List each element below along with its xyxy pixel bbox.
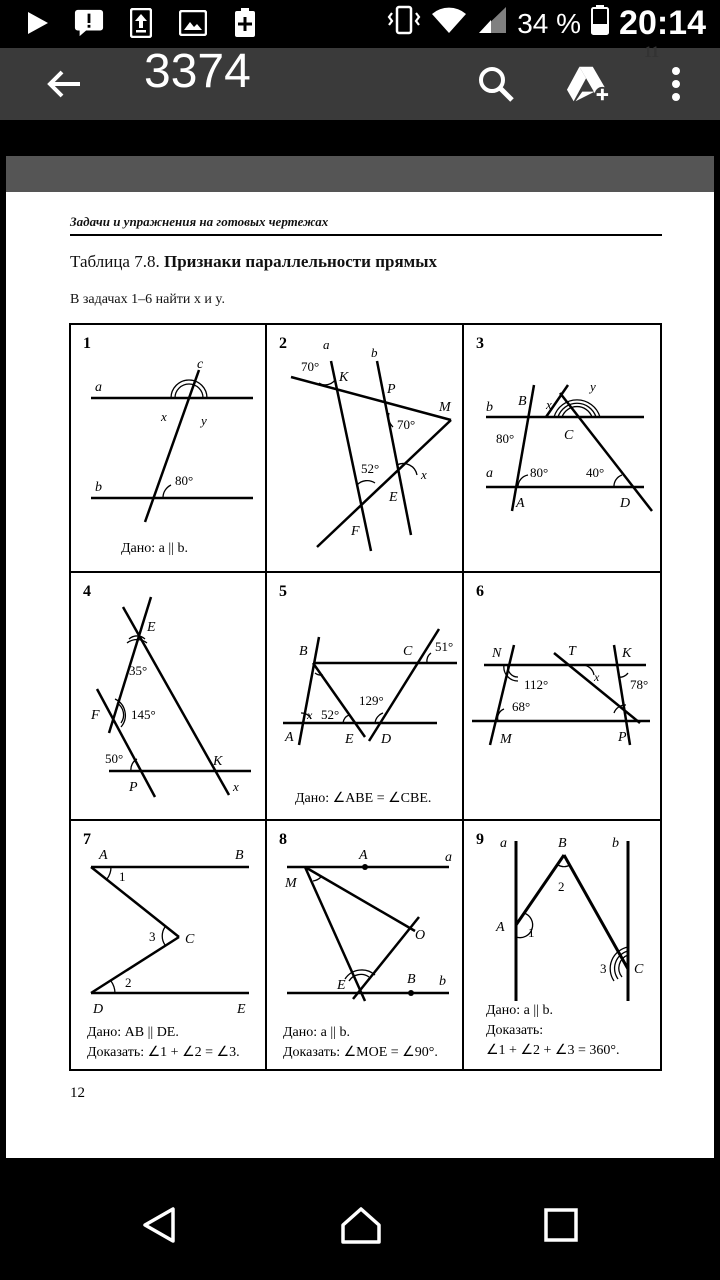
section-header: Задачи и упражнения на готовых чертежах xyxy=(70,214,329,229)
label-a: a xyxy=(95,380,102,395)
figure-3 xyxy=(464,325,664,575)
table-title xyxy=(70,252,437,272)
given-line: Доказать: xyxy=(486,1023,544,1038)
angle-68: 68° xyxy=(512,699,531,714)
label-y: y xyxy=(201,413,207,428)
previous-page-edge xyxy=(6,156,714,192)
wifi-icon xyxy=(431,6,467,41)
given-line: ∠1 + ∠2 + ∠3 = 360°. xyxy=(486,1043,620,1058)
angle-70-right: 70° xyxy=(397,417,416,432)
given-text xyxy=(486,1001,619,1061)
problem-cell-2 xyxy=(265,323,464,573)
label-M: M xyxy=(500,732,512,747)
add-to-drive-icon[interactable] xyxy=(566,62,610,106)
angle-2: 2 xyxy=(558,879,565,894)
angle-40: 40° xyxy=(586,465,605,480)
label-E: E xyxy=(389,490,398,505)
label-D: D xyxy=(93,1002,104,1017)
label-N: N xyxy=(492,646,502,661)
angle-1: 1 xyxy=(528,925,535,940)
problem-cell-8 xyxy=(265,819,464,1071)
label-x: x xyxy=(546,397,552,412)
angle-3: 3 xyxy=(600,961,607,976)
problem-number: 5 xyxy=(279,583,287,600)
problem-number: 1 xyxy=(83,335,91,352)
label-b: b xyxy=(371,345,378,360)
label-A: A xyxy=(359,848,368,863)
label-a: a xyxy=(486,466,493,481)
notification-icons xyxy=(22,8,260,38)
angle-35: 35° xyxy=(129,663,148,678)
label-x: x xyxy=(233,779,239,794)
search-icon[interactable] xyxy=(474,62,518,106)
label-a: a xyxy=(323,337,330,352)
label-c: c xyxy=(197,357,204,372)
label-b: b xyxy=(486,400,493,415)
angle-3: 3 xyxy=(149,929,156,944)
angle-1: 1 xyxy=(119,869,126,884)
label-C: C xyxy=(634,962,644,977)
back-arrow-icon[interactable] xyxy=(42,62,86,106)
problem-cell-5 xyxy=(265,571,464,821)
angle-52: 52° xyxy=(321,707,340,722)
battery-plus-icon xyxy=(230,8,260,38)
label-B: B xyxy=(558,836,567,851)
label-A: A xyxy=(99,848,108,863)
angle-2: 2 xyxy=(125,975,132,990)
play-icon xyxy=(22,8,52,38)
label-x: x xyxy=(161,409,167,424)
recents-nav-icon[interactable] xyxy=(536,1200,586,1250)
angle-52: 52° xyxy=(361,461,380,476)
label-D: D xyxy=(381,732,392,747)
image-icon xyxy=(178,8,208,38)
angle-51: 51° xyxy=(435,639,454,654)
status-bar xyxy=(0,0,720,48)
given-text xyxy=(283,1023,438,1063)
label-K: K xyxy=(622,646,632,661)
problems-table xyxy=(69,323,662,1071)
problem-cell-6 xyxy=(462,571,662,821)
label-O: O xyxy=(415,928,426,943)
problem-cell-1 xyxy=(69,323,267,573)
more-options-icon[interactable] xyxy=(654,62,698,106)
figure-6 xyxy=(464,573,664,823)
problem-number: 7 xyxy=(83,831,91,848)
given-line: Доказать: ∠MOE = ∠90°. xyxy=(283,1045,438,1060)
label-B: B xyxy=(235,848,244,863)
vibrate-icon xyxy=(387,5,421,42)
label-B: B xyxy=(407,972,416,987)
top-page-number: 11 xyxy=(644,44,660,61)
problem-cell-9 xyxy=(462,819,662,1071)
label-a: a xyxy=(500,836,507,851)
signal-icon xyxy=(477,6,507,41)
angle-50: 50° xyxy=(105,751,124,766)
label-T: T xyxy=(568,644,576,659)
label-y: y xyxy=(590,379,596,394)
angle-70-top: 70° xyxy=(301,359,320,374)
label-K: K xyxy=(213,754,223,769)
problem-number: 3 xyxy=(476,335,484,352)
angle-145: 145° xyxy=(131,707,156,722)
angle-80-left: 80° xyxy=(496,431,515,446)
clock: 20:14 xyxy=(619,4,706,42)
document-title: 3374 xyxy=(144,45,251,98)
given-line: Дано: ∠ABE = ∠CBE. xyxy=(295,791,432,806)
navigation-bar xyxy=(0,1160,720,1280)
table-title-main: Признаки параллельности прямых xyxy=(163,252,437,271)
label-A: A xyxy=(496,920,505,935)
label-K: K xyxy=(339,370,349,385)
given-line: Дано: a || b. xyxy=(121,541,188,556)
label-P: P xyxy=(618,730,627,745)
header-divider xyxy=(70,234,662,236)
problem-cell-4 xyxy=(69,571,267,821)
label-A: A xyxy=(516,496,525,511)
battery-icon xyxy=(591,5,609,42)
given-text xyxy=(295,789,431,809)
label-A: A xyxy=(285,730,294,745)
problem-cell-7 xyxy=(69,819,267,1071)
given-line: Дано: AB || DE. xyxy=(87,1025,179,1040)
label-M: M xyxy=(439,400,451,415)
given-text xyxy=(121,539,188,559)
angle-78: 78° xyxy=(630,677,649,692)
figure-2 xyxy=(267,325,466,575)
problem-number: 8 xyxy=(279,831,287,848)
label-E: E xyxy=(345,732,354,747)
given-line: Доказать: ∠1 + ∠2 = ∠3. xyxy=(87,1045,240,1060)
label-b: b xyxy=(612,836,619,851)
label-B: B xyxy=(518,394,527,409)
label-P: P xyxy=(387,382,396,397)
problem-cell-3 xyxy=(462,323,662,573)
angle-112: 112° xyxy=(524,677,549,692)
label-E: E xyxy=(147,620,156,635)
bottom-page-number: 12 xyxy=(70,1085,85,1101)
label-F: F xyxy=(91,708,100,723)
label-C: C xyxy=(403,644,413,659)
figure-5 xyxy=(267,573,466,823)
home-nav-icon[interactable] xyxy=(336,1200,386,1250)
label-b: b xyxy=(439,974,446,989)
given-text xyxy=(87,1023,240,1063)
battery-percent: 34 % xyxy=(517,7,582,39)
figure-1 xyxy=(71,325,269,575)
problem-number: 4 xyxy=(83,583,91,600)
label-B: B xyxy=(299,644,308,659)
label-b: b xyxy=(95,480,102,495)
label-E: E xyxy=(237,1002,246,1017)
instruction: В задачах 1–6 найти x и y. xyxy=(70,292,226,307)
problem-number: 6 xyxy=(476,583,484,600)
label-x: x xyxy=(307,708,313,722)
system-status xyxy=(387,4,706,43)
back-nav-icon[interactable] xyxy=(134,1200,184,1250)
label-C: C xyxy=(564,428,574,443)
label-E: E xyxy=(337,978,346,993)
label-D: D xyxy=(620,496,631,511)
label-x: x xyxy=(594,670,600,684)
label-F: F xyxy=(351,524,360,539)
label-x: x xyxy=(421,467,427,482)
figure-4 xyxy=(71,573,269,823)
label-M: M xyxy=(285,876,297,891)
label-a: a xyxy=(445,850,452,865)
table-title-prefix: Таблица 7.8. xyxy=(70,252,160,271)
label-P: P xyxy=(129,780,138,795)
alert-message-icon xyxy=(74,8,104,38)
app-bar xyxy=(0,48,720,120)
problem-number: 2 xyxy=(279,335,287,352)
upload-icon xyxy=(126,8,156,38)
given-line: Дано: a || b. xyxy=(486,1003,553,1018)
given-line: Дано: a || b. xyxy=(283,1025,350,1040)
label-C: C xyxy=(185,932,195,947)
angle-80-bottom: 80° xyxy=(530,465,549,480)
angle-129: 129° xyxy=(359,693,384,708)
angle-80: 80° xyxy=(175,473,194,488)
problem-number: 9 xyxy=(476,831,484,848)
